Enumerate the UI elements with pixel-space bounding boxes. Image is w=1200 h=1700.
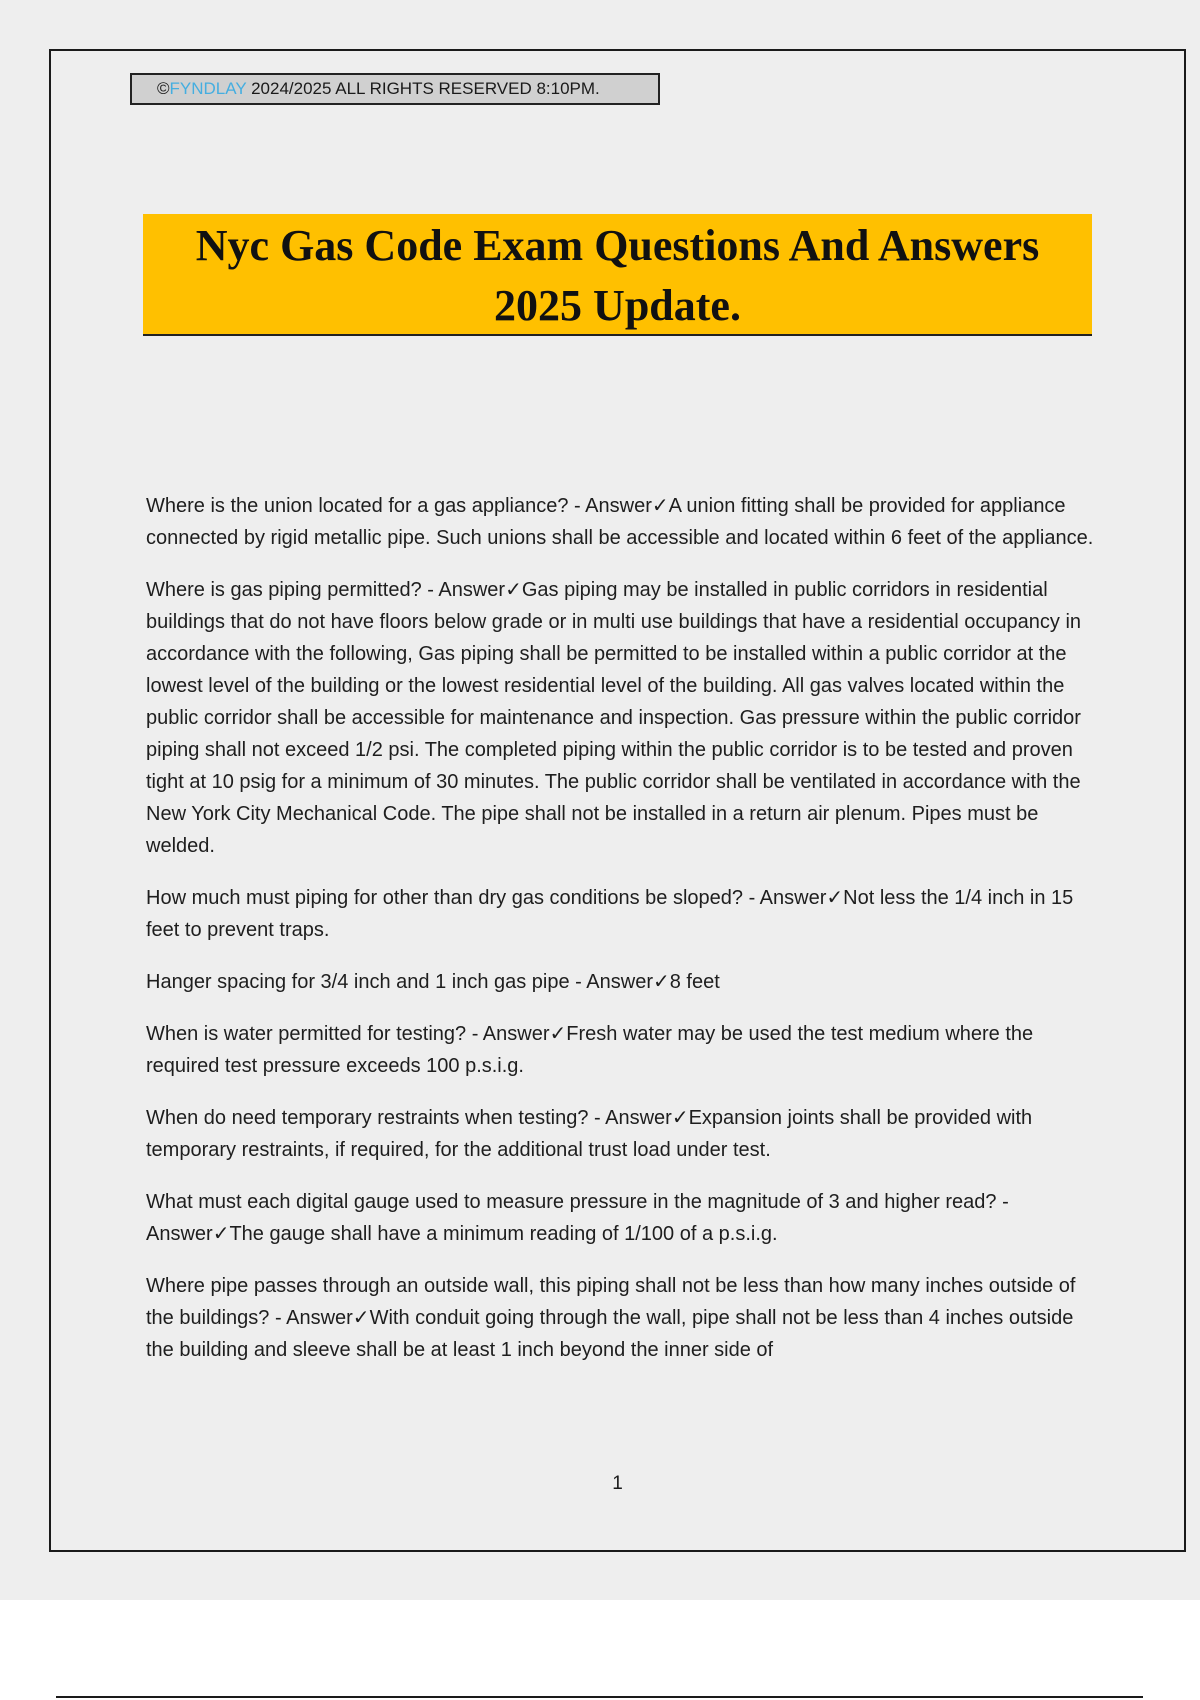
answer-marker: - Answer✓	[588, 1107, 689, 1129]
answer-text: Fresh water may be used the test medium where the required test pressure exceeds 100 p.s.i.g.	[146, 1023, 1034, 1077]
page-number: 1	[612, 1473, 623, 1494]
answer-marker: - Answer✓	[466, 1023, 567, 1045]
question-text: When is water permitted for testing?	[146, 1023, 467, 1045]
answer-marker: - Answer✓	[421, 579, 522, 601]
question-text: Hanger spacing for 3/4 inch and 1 inch gas pipe	[146, 971, 570, 993]
question-text: What must each digital gauge used to measure pressure in the magnitude of 3 and higher read?	[146, 1191, 997, 1213]
answer-text: Not less the 1/4 inch in 15 feet to prevent traps.	[146, 887, 1074, 941]
question-text: When do need temporary restraints when testing?	[146, 1107, 589, 1129]
brand-name: FYNDLAY	[169, 79, 247, 98]
question-text: Where is the union located for a gas appliance?	[146, 495, 569, 517]
qa-item	[146, 966, 1096, 998]
next-page-top-rule	[56, 1696, 1143, 1698]
copyright-text: 2024/2025 ALL RIGHTS RESERVED 8:10PM.	[246, 79, 600, 98]
question-text: How much must piping for other than dry gas conditions be sloped?	[146, 887, 744, 909]
qa-item	[146, 574, 1096, 862]
answer-marker: - Answer✓	[743, 887, 844, 909]
title-line-1: Nyc Gas Code Exam Questions And Answers	[195, 221, 1040, 270]
answer-text: A union fitting shall be provided for appliance connected by rigid metallic pipe. Such unions shall be accessible and located within 6 feet of the appliance.	[146, 495, 1094, 549]
question-text: Where pipe passes through an outside wall, this piping shall not be less than how many inches outside of the buildings?	[146, 1275, 1076, 1329]
qa-item	[146, 1270, 1096, 1366]
qa-item	[146, 1186, 1096, 1250]
document-title	[143, 214, 1092, 336]
answer-marker: - Answer✓	[146, 1191, 1009, 1245]
qa-item	[146, 490, 1096, 554]
qa-item	[146, 1018, 1096, 1082]
answer-text: Expansion joints shall be provided with temporary restraints, if required, for the additional trust load under test.	[146, 1107, 1033, 1161]
qa-item	[146, 882, 1096, 946]
answer-text: Gas piping may be installed in public corridors in residential buildings that do not have floors below grade or in multi use buildings that have a residential occupancy in accordance with the following, Gas piping shall be permitted to be installed within a public corridor at the lowest level of the building or the lowest residential level of the building. All gas valves located within the public corridor shall be accessible for maintenance and inspection. Gas pressure within the public corridor piping shall not exceed 1/2 psi. The completed piping within the public corridor is to be tested and proven tight at 10 psig for a minimum of 30 minutes. The public corridor shall be ventilated in accordance with the New York City Mechanical Code. The pipe shall not be installed in a return air plenum. Pipes must be welded.	[146, 579, 1082, 857]
title-line-2: 2025 Update.	[494, 281, 741, 330]
answer-marker: - Answer✓	[569, 971, 670, 993]
answer-marker: - Answer✓	[269, 1307, 370, 1329]
qa-item	[146, 1102, 1096, 1166]
answer-marker: - Answer✓	[568, 495, 669, 517]
copyright-symbol: ©	[157, 79, 170, 98]
answer-text: The gauge shall have a minimum reading of 1/100 of a p.s.i.g.	[229, 1223, 778, 1245]
question-text: Where is gas piping permitted?	[146, 579, 422, 601]
copyright-header	[130, 73, 660, 105]
answer-text: With conduit going through the wall, pipe shall not be less than 4 inches outside the building and sleeve shall be at least 1 inch beyond the inner side of	[146, 1307, 1074, 1361]
answer-text: 8 feet	[669, 971, 720, 993]
qa-list	[146, 490, 1096, 1386]
